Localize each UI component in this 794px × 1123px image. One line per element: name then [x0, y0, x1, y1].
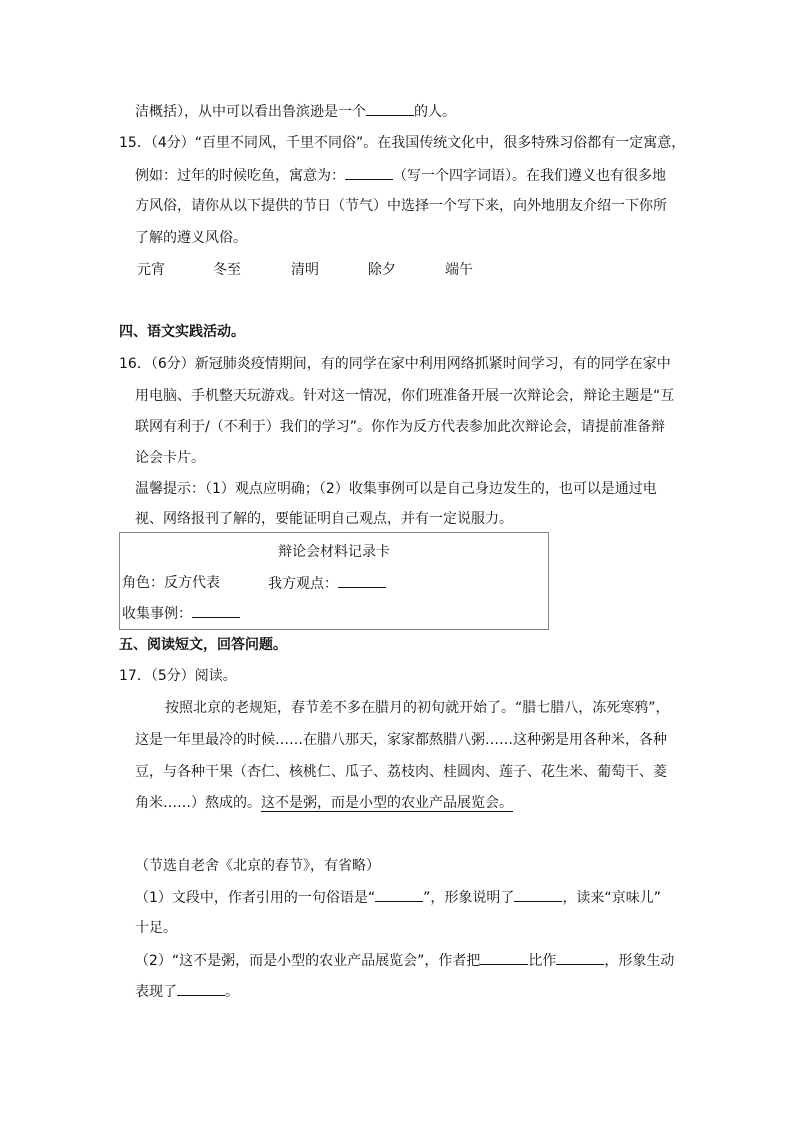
q16-line-2: 用电脑、手机整天玩游戏。针对这一情况，你们班准备开展一次辩论会，辩论主题是“互 [135, 388, 675, 404]
passage-line-2: 这是一年里最冷的时候……在腊八那天，家家都熬腊八粥……这种粥是用各种米，各种 [135, 732, 667, 748]
answer-blank[interactable] [366, 101, 414, 116]
examples-blank[interactable] [192, 603, 240, 618]
q16-line-1: 16．（6分）新冠肺炎疫情期间，有的同学在家中利用网络抓紧时间学习，有的同学在家中 [119, 356, 671, 372]
answer-blank[interactable] [514, 887, 562, 902]
q16-line-4: 论会卡片。 [135, 450, 205, 466]
passage-line-3: 豆，与各种干果（杏仁、核桃仁、瓜子、荔枝肉、桂圆肉、莲子、花生米、葡萄干、菱 [135, 764, 667, 780]
passage-source: （节选自老舍《北京的春节》，有省略） [135, 858, 380, 874]
q16-line-3: 联网有利于/（不利于）我们的学习”。你作为反方代表参加此次辩论会，请提前准备辩 [135, 419, 665, 435]
debate-record-card [119, 532, 549, 630]
answer-blank[interactable] [345, 165, 393, 180]
card-title: 辩论会材料记录卡 [278, 544, 390, 560]
q17-heading: 17．（5分）阅读。 [119, 668, 237, 684]
section-heading-5: 五、阅读短文，回答问题。 [119, 637, 287, 653]
q15-line-1: 15．（4分）“百里不同风，千里不同俗”。在我国传统文化中，很多特殊习俗都有一定寓意， [119, 135, 686, 151]
q17-sub2-line-1: （2）“这不是粥，而是小型的农业产品展览会”，作者把 比作 ，形象生动 [135, 950, 674, 971]
answer-blank[interactable] [375, 887, 423, 902]
answer-blank[interactable] [480, 950, 528, 965]
festival-option: 除夕 [368, 262, 396, 278]
viewpoint-blank[interactable] [338, 573, 386, 588]
passage-line-1: 按照北京的老规矩，春节差不多在腊月的初旬就开始了。“腊七腊八，冻死寒鸦”， [165, 700, 670, 716]
q15-line-4: 了解的遵义风俗。 [135, 230, 247, 246]
festival-option: 元宵 [137, 262, 165, 278]
card-role: 角色：反方代表 [122, 575, 220, 591]
answer-blank[interactable] [177, 981, 225, 996]
card-viewpoint: 我方观点： [268, 573, 386, 594]
q15-line-3: 方风俗，请你从以下提供的节日（节气）中选择一个写下来，向外地朋友介绍一下你所 [135, 198, 667, 214]
q17-sub1-line-2: 十足。 [135, 920, 177, 936]
q17-sub2-line-2: 表现了 。 [135, 981, 239, 1002]
q17-sub1-line-1: （1）文段中，作者引用的一句俗语是“ ”，形象说明了 ，读来“京味儿” [135, 887, 661, 908]
q16-tip-1: 温馨提示：（1）观点应明确；（2）收集事例可以是自己身边发生的，也可以是通过电 [135, 481, 657, 497]
answer-blank[interactable] [556, 950, 604, 965]
card-examples: 收集事例： [122, 603, 240, 624]
q14-tail-line: 洁概括），从中可以看出鲁滨逊是一个 的人。 [135, 101, 456, 122]
festival-option: 端午 [445, 262, 473, 278]
section-heading-4: 四、语文实践活动。 [119, 324, 245, 340]
passage-line-4: 角米……）熬成的。这不是粥，而是小型的农业产品展览会。 [135, 795, 513, 811]
q15-line-2: 例如：过年的时候吃鱼，寓意为： （写一个四字词语）。在我们遵义也有很多地 [135, 165, 666, 186]
festival-option: 清明 [291, 262, 319, 278]
festival-option: 冬至 [213, 262, 241, 278]
q16-tip-2: 视、网络报刊了解的，要能证明自己观点，并有一定说服力。 [135, 511, 513, 527]
underlined-sentence: 这不是粥，而是小型的农业产品展览会。 [261, 795, 513, 811]
